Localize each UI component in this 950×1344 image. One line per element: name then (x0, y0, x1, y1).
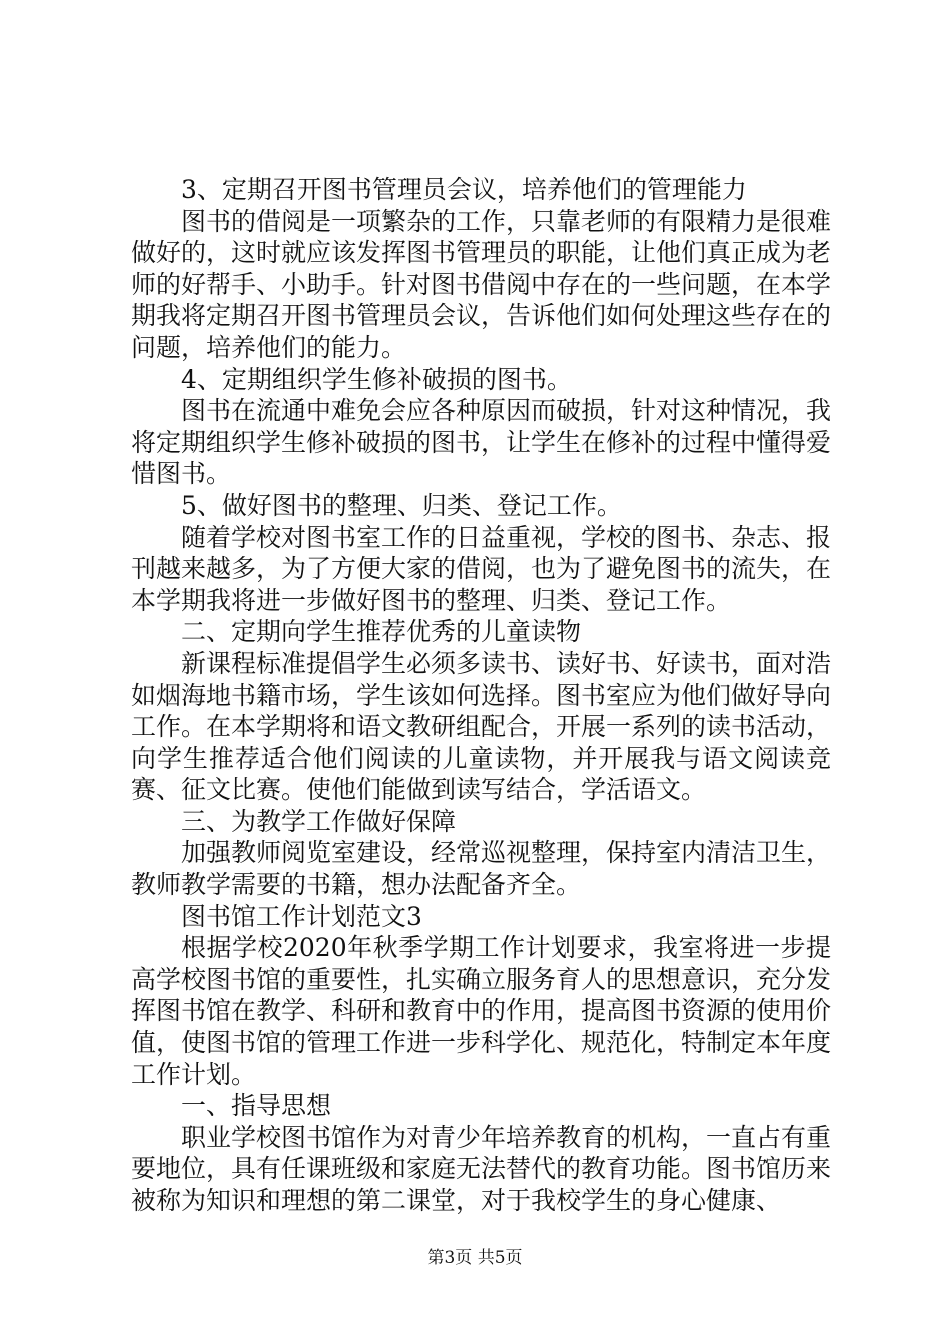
body-paragraph: 根据学校2020年秋季学期工作计划要求，我室将进一步提高学校图书馆的重要性，扎实确立服务育人的思想意识，充分发挥图书馆在教学、科研和教育中的作用，提高图书资源的使用价值，使图书馆的管理工作进一步科学化、规范化，特制定本年度工作计划。 (131, 933, 832, 1089)
body-paragraph: 图书在流通中难免会应各种原因而破损，针对这种情况，我将定期组织学生修补破损的图书，让学生在修补的过程中懂得爱惜图书。 (131, 396, 832, 489)
body-paragraph: 职业学校图书馆作为对青少年培养教育的机构，一直占有重要地位，具有任课班级和家庭无法替代的教育功能。图书馆历来被称为知识和理想的第二课堂，对于我校学生的身心健康、 (131, 1122, 832, 1215)
body-paragraph: 加强教师阅览室建设，经常巡视整理，保持室内清洁卫生，教师教学需要的书籍，想办法配备齐全。 (131, 838, 832, 900)
body-paragraph: 新课程标准提倡学生必须多读书、读好书、好读书，面对浩如烟海地书籍市场，学生该如何选择。图书室应为他们做好导向工作。在本学期将和语文教研组配合，开展一系列的读书活动，向学生推荐适合他们阅读的儿童读物，并开展我与语文阅读竞赛、征文比赛。使他们能做到读写结合，学活语文。 (131, 648, 832, 805)
section-heading: 三、为教学工作做好保障 (181, 806, 457, 836)
section-heading: 3、定期召开图书管理员会议，培养他们的管理能力 (181, 175, 747, 204)
section-heading: 5、做好图书的整理、归类、登记工作。 (181, 490, 622, 520)
section-heading: 4、定期组织学生修补破损的图书。 (181, 364, 572, 394)
body-paragraph: 图书的借阅是一项繁杂的工作，只靠老师的有限精力是很难做好的，这时就应该发挥图书管理员的职能，让他们真正成为老师的好帮手、小助手。针对图书借阅中存在的一些问题，在本学期我将定期召开图书管理员会议，告诉他们如何处理这些存在的问题，培养他们的能力。 (131, 206, 832, 362)
document-title: 图书馆工作计划范文3 (181, 901, 422, 931)
document-body (131, 174, 831, 1217)
section-heading: 一、指导思想 (181, 1091, 332, 1121)
body-paragraph: 随着学校对图书室工作的日益重视，学校的图书、杂志、报刊越来越多，为了方便大家的借阅，也为了避免图书的流失，在本学期我将进一步做好图书的整理、归类、登记工作。 (131, 522, 832, 615)
section-heading: 二、定期向学生推荐优秀的儿童读物 (181, 617, 582, 647)
page-number-footer: 第3页 共5页 (427, 1248, 523, 1268)
